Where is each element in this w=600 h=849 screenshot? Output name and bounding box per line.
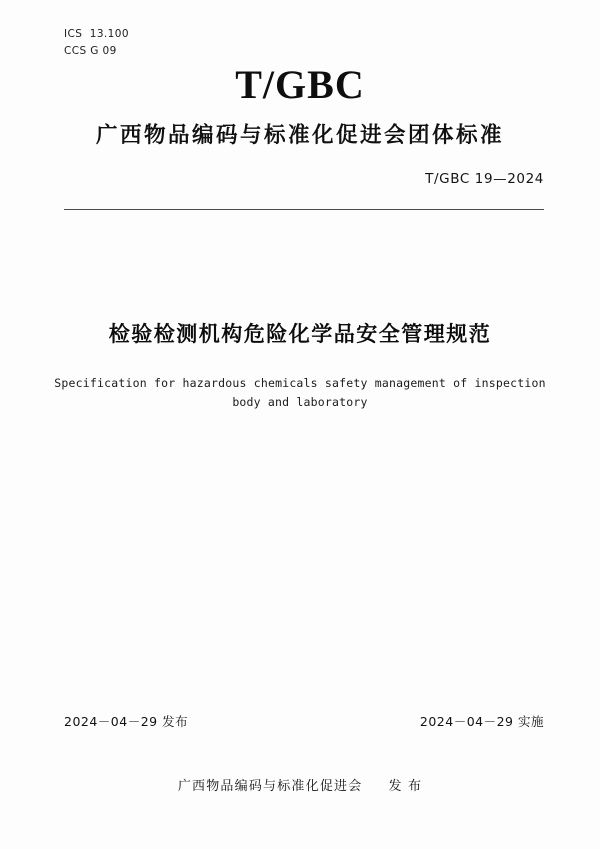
standard-number: T/GBC 19—2024 [425,171,544,187]
standard-logo: T/GBC [235,62,365,107]
publisher-line [0,775,600,794]
date-row [64,712,544,730]
publisher-action: 发 布 [388,779,423,794]
header-divider [64,209,544,210]
masthead [0,62,600,187]
title-english-line-1: Specification for hazardous chemicals safety management of inspection [54,376,546,390]
classification-codes [64,26,129,60]
title-block [0,318,600,412]
issuing-organization: 广西物品编码与标准化促进会团体标准 [95,123,504,148]
title-english-line-2: body and laboratory [232,395,368,409]
publisher-name: 广西物品编码与标准化促进会 [177,779,363,794]
ics-code: ICS 13.100 [64,28,129,40]
issue-date: 2024－04－29 发布 [64,714,189,729]
effective-date: 2024－04－29 实施 [419,714,544,729]
title-english [48,374,552,412]
title-chinese: 检验检测机构危险化学品安全管理规范 [108,322,492,346]
ccs-code: CCS G 09 [64,45,117,57]
